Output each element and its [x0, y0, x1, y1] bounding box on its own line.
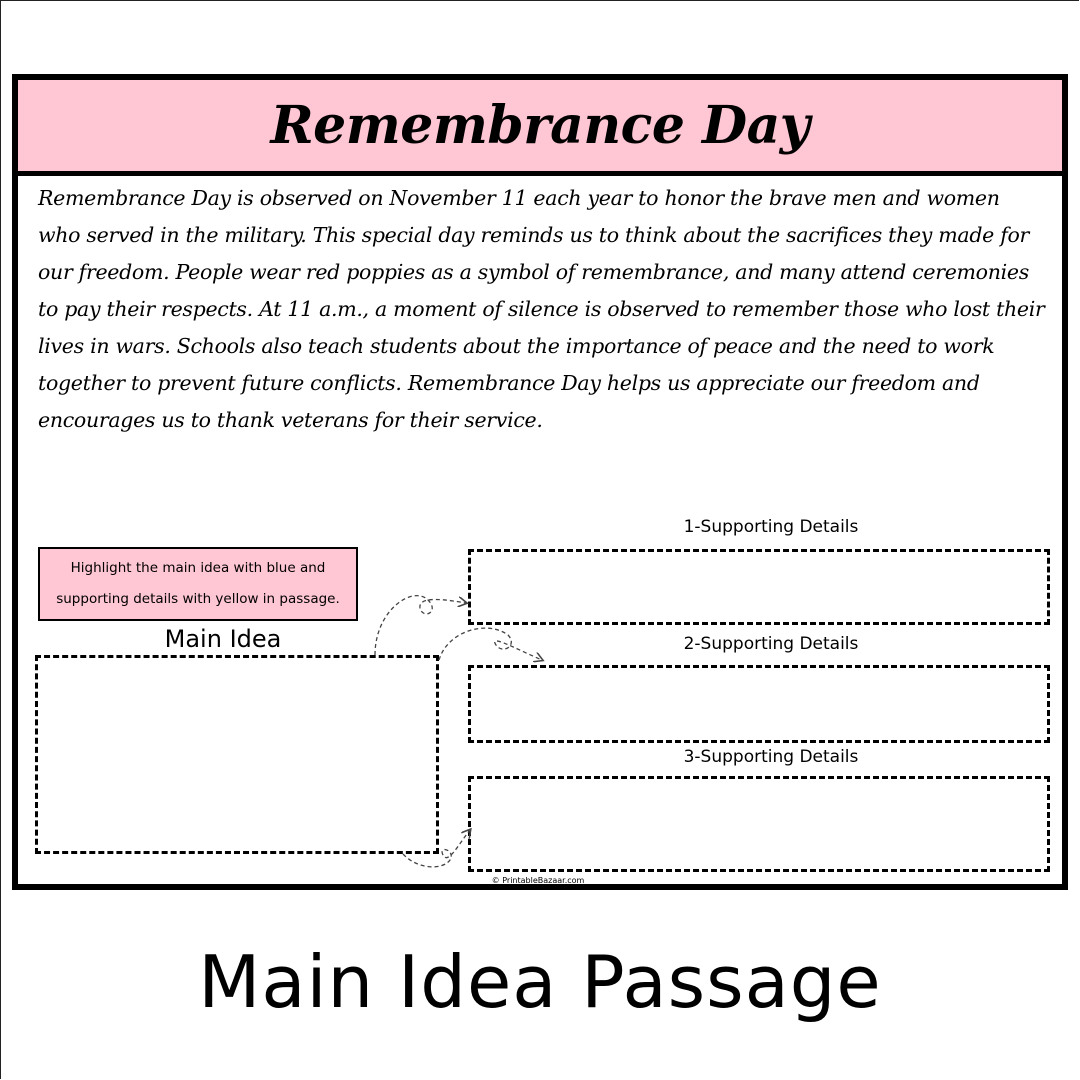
worksheet — [12, 74, 1068, 890]
reading-passage: Remembrance Day is observed on November 11 each year to honor the brave men and women who served in the military. This special day reminds us to think about the sacrifices they made for our freedom. People wear red poppies as a symbol of remembrance, and many attend ceremonies to pay their respects. At 11 a.m., a moment of silence is observed to remember those who lost their lives in wars. Schools also teach students about the importance of peace and the need to work together to prevent future conflicts. Remembrance Day helps us appreciate our freedom and encourages us to thank veterans for their service. — [38, 186, 1045, 432]
main-idea-answer-box[interactable] — [35, 655, 439, 854]
curved-dashed-arrow-icon — [375, 596, 466, 655]
title-bar — [18, 80, 1062, 176]
main-idea-label: Main Idea — [164, 625, 282, 653]
supporting-details-1-label: 1-Supporting Details — [683, 517, 859, 537]
instruction-text: Highlight the main idea with blue and supporting details with yellow in passage. — [56, 560, 340, 607]
footer-caption: Main Idea Passage — [198, 940, 882, 1024]
supporting-details-3-label: 3-Supporting Details — [683, 747, 859, 767]
supporting-details-2-answer-box[interactable] — [468, 665, 1050, 743]
supporting-details-1-answer-box[interactable] — [468, 549, 1050, 625]
copyright-text: © PrintableBazaar.com — [491, 876, 585, 885]
curved-dashed-arrow-icon — [439, 628, 542, 660]
instruction-box — [38, 547, 358, 621]
supporting-details-3-answer-box[interactable] — [468, 776, 1050, 872]
supporting-details-2-label: 2-Supporting Details — [683, 634, 859, 654]
worksheet-title: Remembrance Day — [270, 95, 810, 156]
